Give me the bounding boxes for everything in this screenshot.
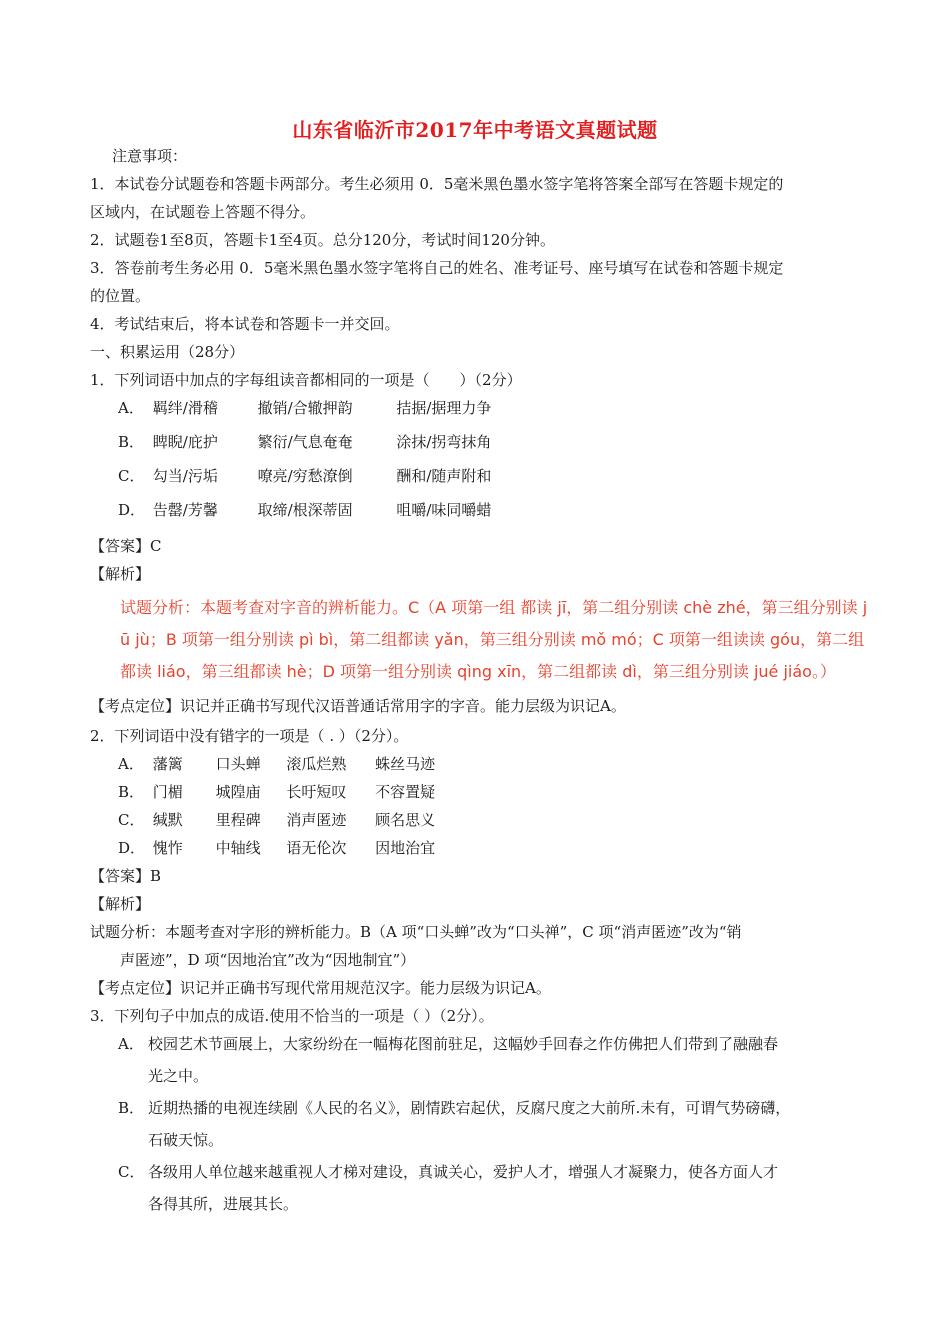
q1-option-a [118, 398, 491, 418]
option-word: 涂抹/拐弯抹角 [396, 433, 492, 451]
option-word: 撤销/合辙押韵 [257, 399, 353, 417]
question-1-stem: 1．下列词语中加点的字每组读音都相同的一项是（ ）（2分） [90, 371, 522, 389]
option-word: 门楣 [152, 783, 183, 801]
q1-point: 【考点定位】识记并正确书写现代汉语普通话常用字的字音。能力层级为识记A。 [90, 697, 626, 715]
q3-option-label: C． [118, 1163, 145, 1181]
q1-option-c [118, 466, 491, 486]
q2-analysis-heading: 【解析】 [90, 895, 151, 913]
option-word: 告罄/芳馨 [152, 501, 218, 519]
q2-analysis-line: 声匿迹”，D 项“因地治宜”改为“因地制宜”） [120, 951, 416, 969]
option-word: 羁绊/滑稽 [152, 399, 218, 417]
q3-option-line: 各得其所，进展其长。 [148, 1195, 299, 1213]
notice-line: 4．考试结束后，将本试卷和答题卡一并交回。 [90, 315, 400, 333]
q3-option-line: 光之中。 [148, 1067, 209, 1085]
q2-option-b [118, 782, 435, 802]
option-label: C． [118, 467, 145, 485]
q1-option-d [118, 500, 491, 520]
option-word: 繁衍/气息奄奄 [257, 433, 353, 451]
option-label: D． [118, 839, 146, 857]
option-label: D． [118, 501, 146, 519]
q1-analysis-line: 试题分析：本题考查对字音的辨析能力。C（A 项第一组 都读 jī，第二组分别读 chè zhé，第三组分别读 j [120, 598, 868, 617]
option-word: 中轴线 [215, 839, 261, 857]
option-label: B． [118, 783, 145, 801]
option-word: 滚瓜烂熟 [286, 755, 347, 773]
option-word: 里程碑 [215, 811, 261, 829]
option-word: 藩篱 [152, 755, 183, 773]
notice-line: 3．答卷前考生务必用 0．5毫米黑色墨水签字笔将自己的姓名、准考证号、座号填写在试卷和答题卡规定 [90, 259, 784, 277]
q1-analysis-heading: 【解析】 [90, 565, 151, 583]
option-word: 嘹亮/穷愁潦倒 [257, 467, 353, 485]
option-word: 拮据/据理力争 [396, 399, 492, 417]
q3-option-line: 校园艺术节画展上，大家纷纷在一幅梅花图前驻足，这幅妙手回春之作仿佛把人们带到了融融春 [148, 1035, 779, 1053]
q3-option-label: B． [118, 1099, 145, 1117]
q3-option-line: 各级用人单位越来越重视人才梯对建设，真诚关心，爱护人才，增强人才凝聚力，使各方面人才 [148, 1163, 779, 1181]
q2-analysis-line: 试题分析：本题考查对字形的辨析能力。B（A 项“口头蝉”改为“口头禅”，C 项“消声匿迹”改为“销 [90, 923, 742, 941]
notice-line: 2．试题卷1至8页，答题卡1至4页。总分120分，考试时间120分钟。 [90, 231, 555, 249]
option-word: 长吁短叹 [286, 783, 347, 801]
notice-line: 区域内，在试题卷上答题不得分。 [90, 203, 316, 221]
option-word: 睥睨/庇护 [152, 433, 218, 451]
option-label: C． [118, 811, 145, 829]
option-label: A． [118, 399, 144, 417]
option-word: 酬和/随声附和 [396, 467, 492, 485]
option-word: 蛛丝马迹 [375, 755, 436, 773]
option-label: A． [118, 755, 144, 773]
option-word: 顾名思义 [375, 811, 436, 829]
q1-analysis-line: 都读 liáo，第三组都读 hè；D 项第一组分别读 qìng xīn，第二组都读 dì，第三组分别读 jué jiáo。） [120, 662, 836, 681]
option-word: 消声匿迹 [286, 811, 347, 829]
notice-line: 1．本试卷分试题卷和答题卡两部分。考生必须用 0．5毫米黑色墨水签字笔将答案全部写在答题卡规定的 [90, 175, 784, 193]
option-word: 取缔/根深蒂固 [257, 501, 353, 519]
option-word: 不容置疑 [375, 783, 436, 801]
option-word: 咀嚼/味同嚼蜡 [396, 501, 492, 519]
option-word: 因地治宜 [375, 839, 436, 857]
q3-option-label: A． [118, 1035, 144, 1053]
question-3-stem: 3．下列句子中加点的成语.使用不恰当的一项是（ ）（2分）。 [90, 1007, 494, 1025]
option-word: 缄默 [152, 811, 183, 829]
question-2-stem: 2．下列词语中没有错字的一项是（ . ）（2分）。 [90, 727, 409, 745]
notice-line: 的位置。 [90, 287, 151, 305]
option-word: 语无伦次 [286, 839, 347, 857]
q2-answer: 【答案】B [90, 867, 162, 885]
section-heading: 一、积累运用（28分） [90, 343, 245, 361]
q3-option-line: 近期热播的电视连续剧《人民的名义》，剧情跌宕起伏，反腐尺度之大前所.未有，可谓气势磅礴， [148, 1099, 791, 1117]
option-word: 城隍庙 [215, 783, 261, 801]
q2-option-a [118, 754, 435, 774]
page-title: 山东省临沂市2017年中考语文真题试题 [292, 118, 658, 142]
option-word: 愧怍 [152, 839, 183, 857]
q2-option-d [118, 838, 435, 858]
option-label: B． [118, 433, 145, 451]
q1-answer: 【答案】C [90, 537, 162, 555]
q1-option-b [118, 432, 491, 452]
notice-heading: 注意事项： [112, 147, 188, 165]
option-word: 勾当/污垢 [152, 467, 218, 485]
q2-option-c [118, 810, 435, 830]
q1-analysis-line: ū jù；B 项第一组分别读 pì bì，第二组都读 yǎn，第三组分别读 mǒ mó；C 项第一组读读 góu，第二组 [120, 630, 865, 649]
q3-option-line: 石破天惊。 [148, 1131, 224, 1149]
option-word: 口头蝉 [215, 755, 261, 773]
q2-point: 【考点定位】识记并正确书写现代常用规范汉字。能力层级为识记A。 [90, 979, 551, 997]
